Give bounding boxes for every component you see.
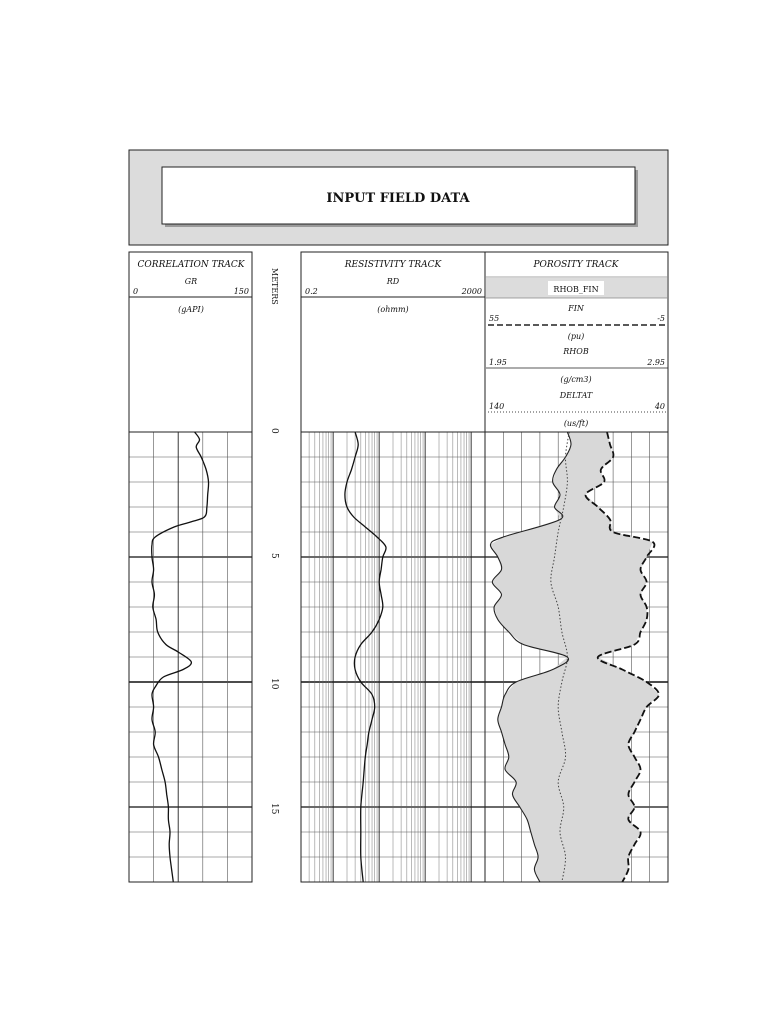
rhob-curve-name: RHOB <box>563 347 589 356</box>
depth-track <box>269 268 279 815</box>
rhob-scale-min: 1.95 <box>489 358 507 367</box>
page-title: INPUT FIELD DATA <box>326 191 470 206</box>
gr-scale-max: 150 <box>233 287 249 296</box>
gr-scale-min: 0 <box>133 287 139 296</box>
rd-scale-min: 0.2 <box>305 287 318 296</box>
rhob-unit: (g/cm3) <box>560 375 592 384</box>
fin-scale-min: 55 <box>489 314 500 323</box>
depth-tick-label: 0 <box>269 428 279 434</box>
porosity-track-header <box>485 252 668 432</box>
rhob-scale-max: 2.95 <box>647 358 665 367</box>
correlation-track-title: CORRELATION TRACK <box>137 260 245 270</box>
deltat-curve-name: DELTAT <box>559 391 593 400</box>
header-panel <box>129 150 668 245</box>
correlation-track-header <box>129 252 252 432</box>
deltat-unit: (us/ft) <box>563 419 589 428</box>
rd-curve-name: RD <box>386 277 400 286</box>
depth-unit-label: METERS <box>270 268 279 305</box>
porosity-track-title: POROSITY TRACK <box>533 260 619 270</box>
rd-scale-max: 2000 <box>461 287 482 296</box>
rhob-fin-label: RHOB_FIN <box>553 285 599 294</box>
resistivity-track-title: RESISTIVITY TRACK <box>344 260 442 270</box>
rd-unit: (ohmm) <box>377 305 409 314</box>
gr-unit: (gAPI) <box>178 305 204 314</box>
resistivity-track-header <box>301 252 485 432</box>
deltat-scale-min: 140 <box>489 402 505 411</box>
depth-tick-label: 5 <box>269 553 279 559</box>
fin-curve-name: FIN <box>568 304 584 313</box>
depth-tick-label: 10 <box>269 678 279 690</box>
deltat-scale-max: 40 <box>654 402 665 411</box>
fin-unit: (pu) <box>567 332 585 341</box>
fin-scale-max: -5 <box>657 314 665 323</box>
gr-curve-name: GR <box>184 277 198 286</box>
depth-tick-label: 15 <box>269 803 279 815</box>
